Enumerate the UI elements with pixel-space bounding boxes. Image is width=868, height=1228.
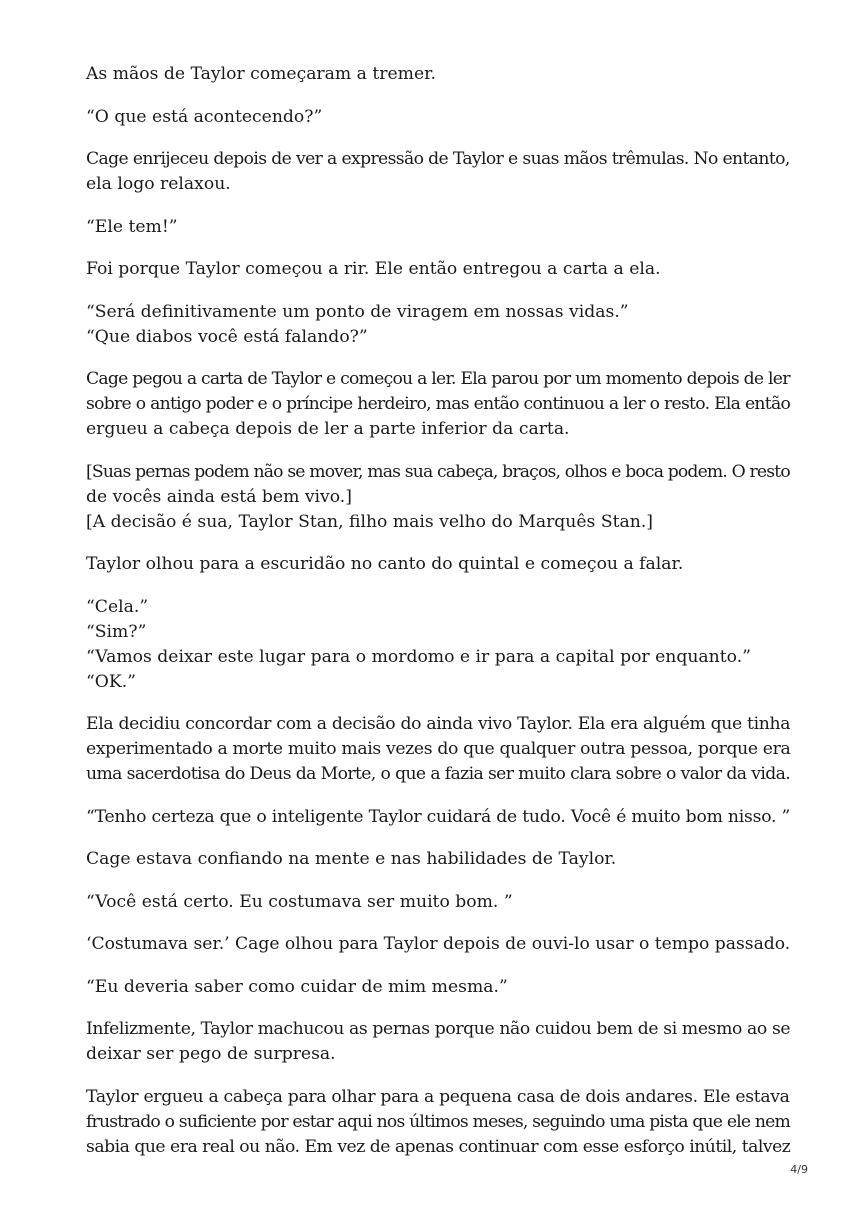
text-line: deixar ser pego de surpresa. — [86, 1044, 336, 1064]
text-line: uma sacerdotisa do Deus da Morte, o que a fazia ser muito clara sobre o valor da vida. — [86, 764, 791, 784]
text-line: Infelizmente, Taylor machucou as pernas porque não cuidou bem de si mesmo ao se — [86, 1019, 791, 1039]
paragraph — [86, 1085, 790, 1160]
paragraph — [86, 932, 790, 957]
text-line: sobre o antigo poder e o príncipe herdeiro, mas então continuou a ler o resto. Ela então — [86, 394, 791, 414]
text-line: “OK.” — [86, 671, 136, 692]
text-line: ergueu a cabeça depois de ler a parte inferior da carta. — [86, 419, 570, 439]
text-line: “O que está acontecendo?” — [86, 106, 323, 127]
paragraph — [86, 62, 790, 87]
text-line: Taylor ergueu a cabeça para olhar para a pequena casa de dois andares. Ele estava — [86, 1086, 790, 1107]
paragraph — [86, 595, 790, 695]
text-line: “Eu deveria saber como cuidar de mim mesma.” — [86, 976, 508, 997]
text-line: Foi porque Taylor começou a rir. Ele então entregou a carta a ela. — [86, 259, 661, 279]
paragraph — [86, 805, 790, 830]
text-line: [Suas pernas podem não se mover, mas sua cabeça, braços, olhos e boca podem. O resto — [86, 461, 790, 482]
paragraph — [86, 367, 790, 442]
text-line: “Vamos deixar este lugar para o mordomo e ir para a capital por enquanto.” — [86, 646, 751, 667]
text-line: ‘Costumava ser.’ Cage olhou para Taylor depois de ouvi-lo usar o tempo passado. — [86, 934, 791, 954]
paragraph — [86, 257, 790, 282]
text-line: “Tenho certeza que o inteligente Taylor cuidará de tudo. Você é muito bom nisso. ” — [86, 806, 791, 827]
text-line: “Sim?” — [86, 621, 147, 642]
paragraph — [86, 105, 790, 130]
text-line: “Cela.” — [86, 596, 149, 617]
paragraph — [86, 975, 790, 1000]
text-line: As mãos de Taylor começaram a tremer. — [86, 64, 436, 84]
text-line: Cage pegou a carta de Taylor e começou a ler. Ela parou por um momento depois de ler — [86, 369, 790, 389]
text-line: experimentado a morte muito mais vezes do que qualquer outra pessoa, porque era — [86, 739, 791, 759]
text-line: sabia que era real ou não. Em vez de apenas continuar com esse esforço inútil, talvez — [86, 1136, 791, 1157]
paragraph — [86, 847, 790, 872]
text-line: Cage estava confiando na mente e nas habilidades de Taylor. — [86, 849, 617, 869]
text-line: Taylor olhou para a escuridão no canto do quintal e começou a falar. — [86, 554, 684, 574]
paragraph — [86, 890, 790, 915]
text-line: [A decisão é sua, Taylor Stan, filho mais velho do Marquês Stan.] — [86, 511, 653, 532]
paragraph — [86, 1017, 790, 1067]
text-line: “Será definitivamente um ponto de viragem em nossas vidas.” — [86, 301, 629, 322]
paragraph — [86, 215, 790, 240]
text-line: “Que diabos você está falando?” — [86, 326, 368, 347]
text-line: “Você está certo. Eu costumava ser muito bom. ” — [86, 891, 513, 912]
text-line: “Ele tem!” — [86, 216, 178, 237]
page-number: 4/9 — [790, 1163, 808, 1176]
paragraph — [86, 712, 790, 787]
paragraph — [86, 460, 790, 535]
text-line: de vocês ainda está bem vivo.] — [86, 486, 352, 507]
text-line: Ela decidiu concordar com a decisão do ainda vivo Taylor. Ela era alguém que tinha — [86, 714, 791, 734]
paragraph — [86, 147, 790, 197]
paragraph — [86, 300, 790, 350]
document-body — [86, 62, 790, 1177]
text-line: ela logo relaxou. — [86, 174, 231, 194]
paragraph — [86, 552, 790, 577]
text-line: Cage enrijeceu depois de ver a expressão de Taylor e suas mãos trêmulas. No entanto, — [86, 149, 790, 169]
text-line: frustrado o suficiente por estar aqui nos últimos meses, seguindo uma pista que ele nem — [86, 1111, 791, 1132]
